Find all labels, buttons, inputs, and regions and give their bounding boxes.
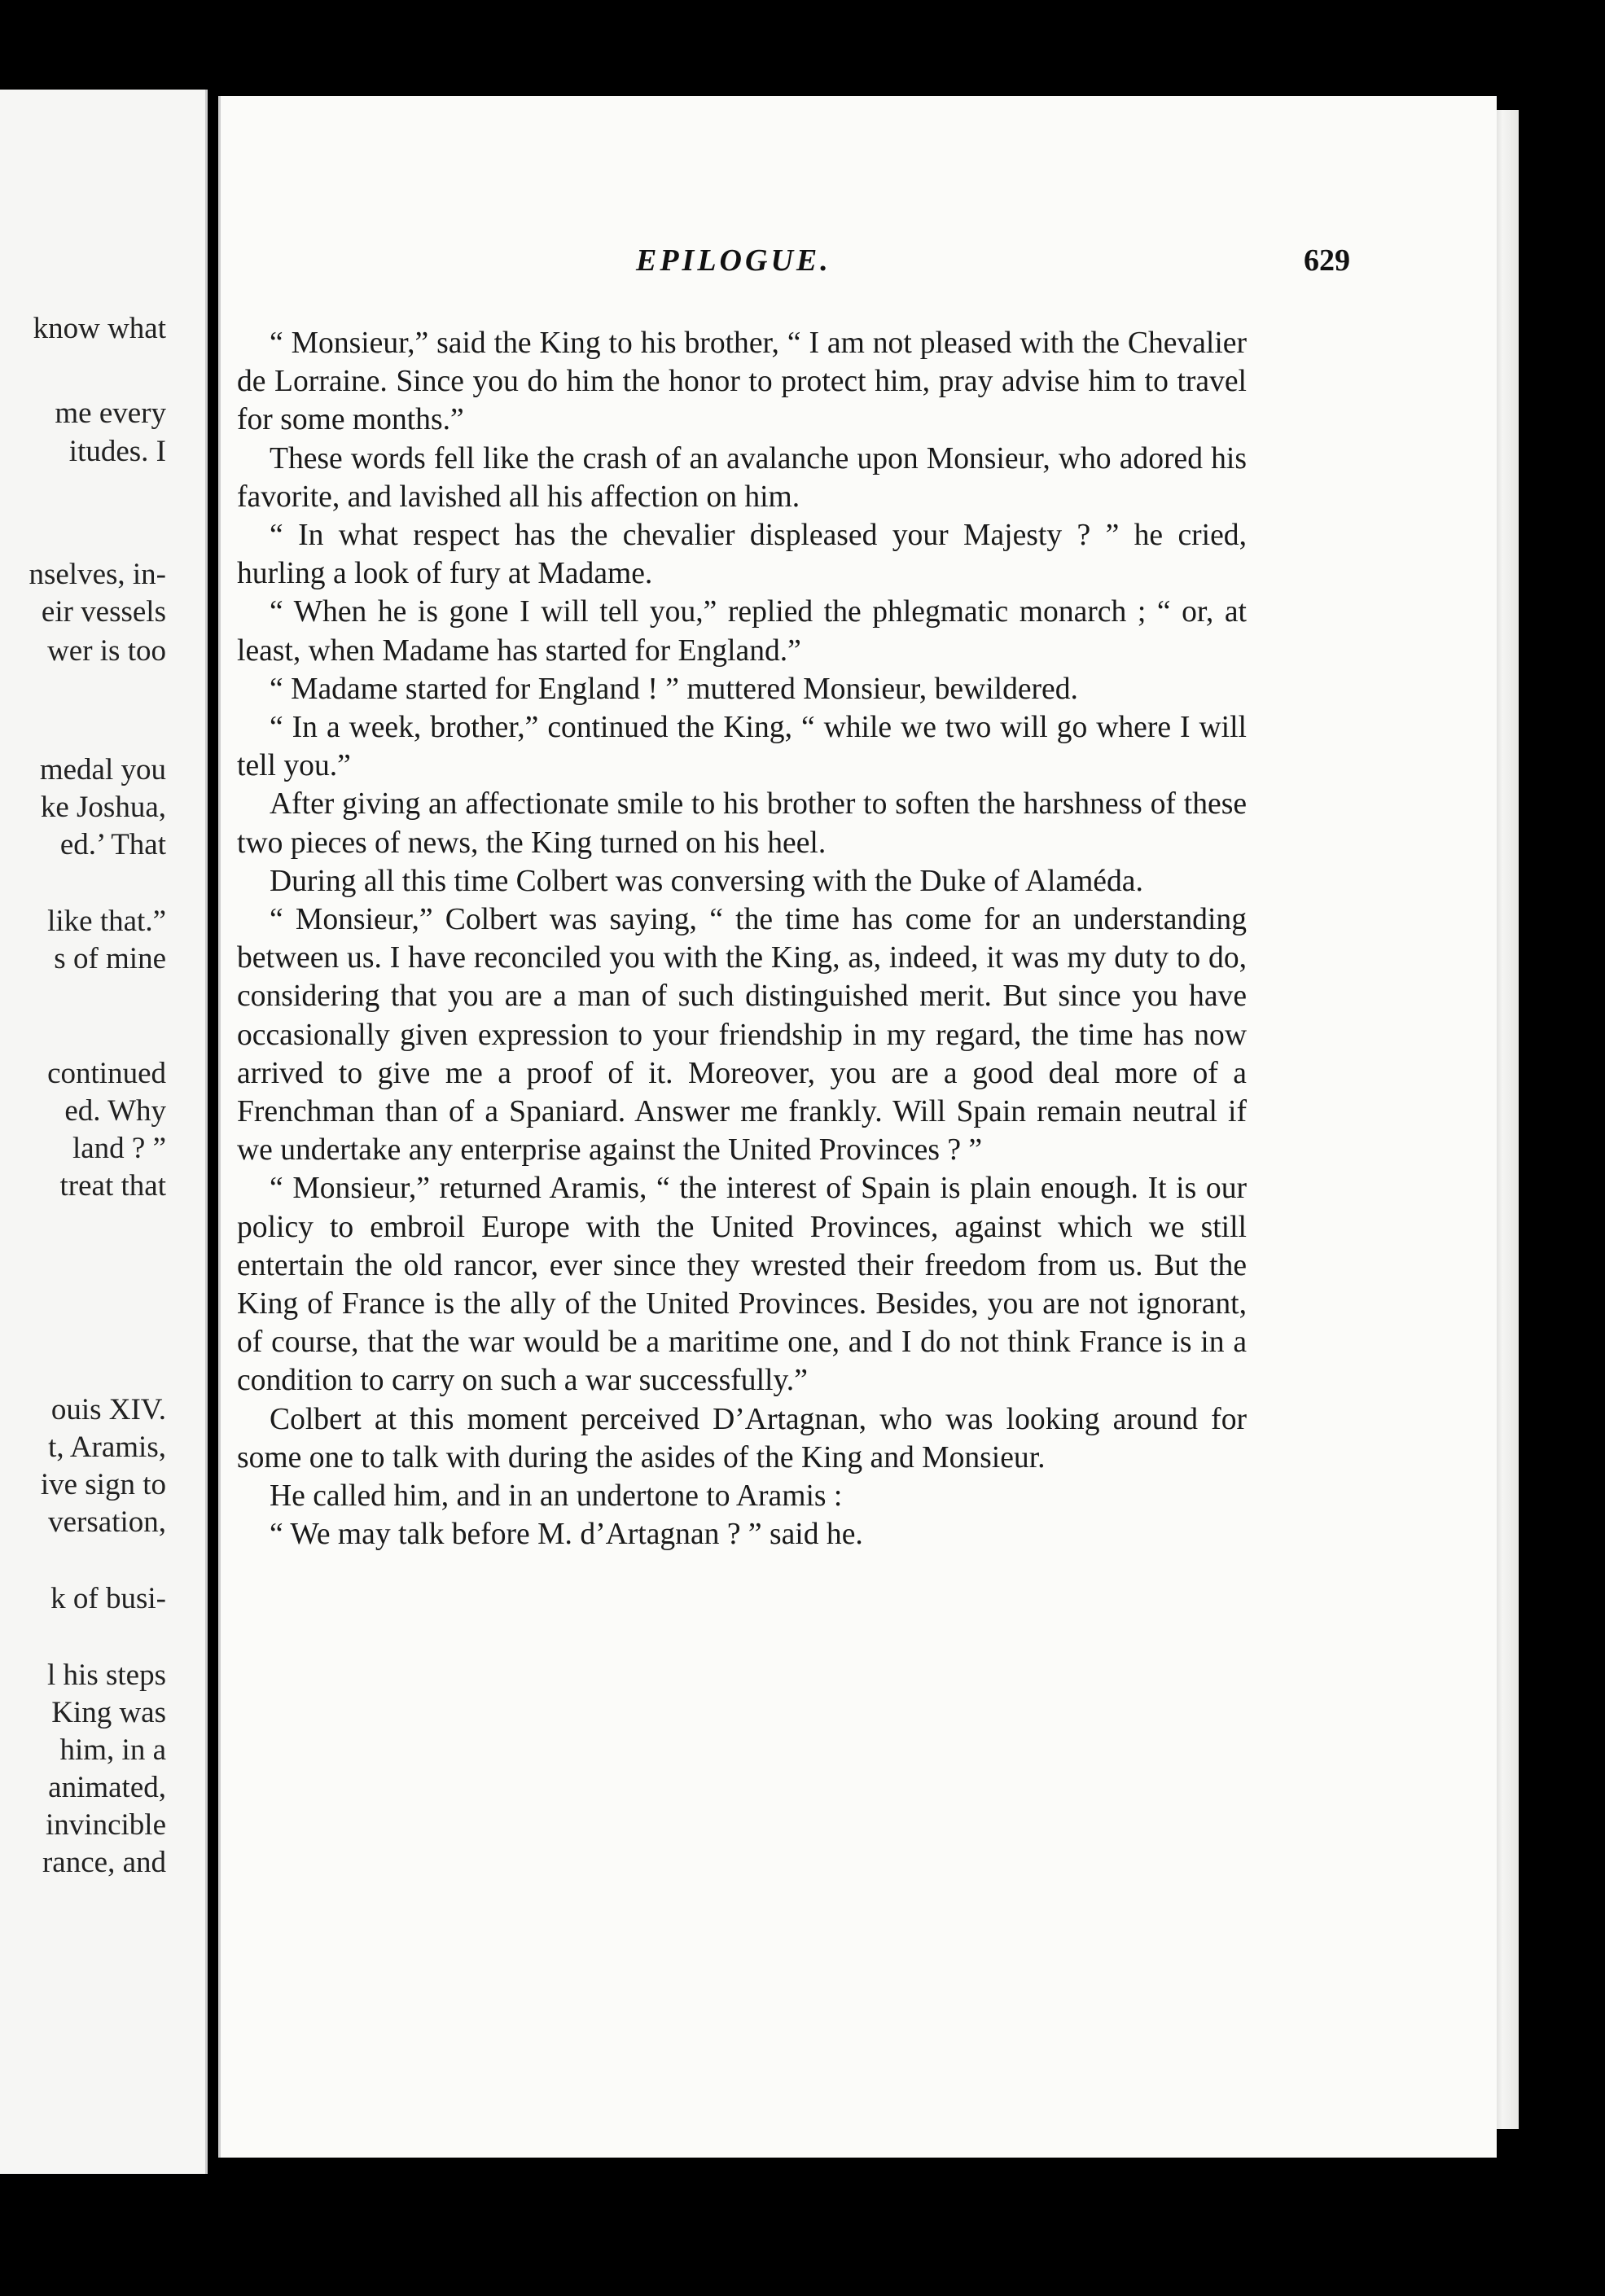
- facing-page-line: him, in a: [59, 1733, 166, 1767]
- facing-page-line: itudes. I: [68, 435, 166, 468]
- paragraph: “ Monsieur,” returned Aramis, “ the interest of Spain is plain enough. It is our policy to embroil Europe with the United Provinces, against which we still entertain the old rancor, ever since they wrested their freedom from us. But the King of France is the ally of the United Provinces. Besides, you are not ignorant, of course, that the war would be a maritime one, and I do not think France is in a condition to carry on such a war successfully.”: [237, 1172, 1247, 1398]
- facing-page-line: land ? ”: [72, 1132, 166, 1165]
- page-number: 629: [1304, 243, 1350, 278]
- paragraph: These words fell like the crash of an avalanche upon Monsieur, who adored his favorite, and lavished all his affection on him.: [237, 441, 1247, 514]
- paragraph: He called him, and in an undertone to Aramis :: [270, 1479, 843, 1514]
- paragraph: “ In what respect has the chevalier displeased your Majesty ? ” he cried, hurling a look of fury at Madame.: [237, 519, 1247, 591]
- facing-page-line: ouis XIV.: [50, 1393, 166, 1426]
- page-header: [221, 243, 1497, 283]
- facing-page-line: animated,: [48, 1771, 166, 1804]
- running-title: EPILOGUE.: [636, 243, 831, 278]
- book-page: [218, 96, 1497, 2158]
- facing-page-line: ed. Why: [64, 1094, 166, 1128]
- facing-page-line: invincible: [46, 1808, 166, 1842]
- paragraph: “ In a week, brother,” continued the King, “ while we two will go where I will tell you.”: [237, 711, 1247, 783]
- facing-page-line: s of mine: [54, 942, 166, 975]
- facing-page-line: t, Aramis,: [48, 1431, 166, 1464]
- paragraph: During all this time Colbert was conversing with the Duke of Alaméda.: [270, 864, 1143, 898]
- page-body: [237, 324, 1247, 1554]
- facing-page-line: King was: [51, 1696, 166, 1729]
- paragraph: “ We may talk before M. d’Artagnan ? ” said he.: [270, 1518, 863, 1552]
- facing-page-line: medal you: [39, 753, 166, 787]
- facing-page-line: continued: [47, 1057, 166, 1090]
- facing-page-line: ive sign to: [40, 1468, 166, 1501]
- facing-page-line: versation,: [48, 1505, 166, 1539]
- facing-page-line: ed.’ That: [59, 828, 166, 861]
- facing-page: [0, 90, 208, 2174]
- facing-page-line: nselves, in-: [29, 558, 166, 591]
- facing-page-line: ke Joshua,: [40, 791, 166, 824]
- facing-page-line: me every: [55, 397, 166, 430]
- paragraph: “ When he is gone I will tell you,” replied the phlegmatic monarch ; “ or, at least, when Madame has started for England.”: [237, 595, 1247, 668]
- facing-page-line: l his steps: [47, 1658, 166, 1692]
- paragraph: “ Monsieur,” said the King to his brother, “ I am not pleased with the Chevalier de Lorraine. Since you do him the honor to protect him, pray advise him to travel for some months.”: [237, 326, 1247, 437]
- paragraph: “ Madame started for England ! ” muttered Monsieur, bewildered.: [270, 672, 1078, 706]
- facing-page-line: treat that: [59, 1169, 166, 1203]
- facing-page-line: k of busi-: [50, 1582, 166, 1615]
- facing-page-line: wer is too: [47, 634, 166, 668]
- paragraph: “ Monsieur,” Colbert was saying, “ the time has come for an understanding between us. I have reconciled you with the King, as, indeed, it was my duty to do, considering that you are a man of such distinguished merit. But since you have occasionally given expression to your friendship in my regard, the time has now arrived to give me a proof of it. Moreover, you are a good deal more of a Frenchman than of a Spaniard. Answer me frankly. Will Spain remain neutral if we undertake any enterprise against the United Provinces ? ”: [237, 903, 1247, 1168]
- paragraph: After giving an affectionate smile to his brother to soften the harshness of these two pieces of news, the King turned on his heel.: [237, 787, 1247, 860]
- facing-page-line: rance, and: [42, 1846, 166, 1879]
- facing-page-line: know what: [33, 312, 166, 345]
- facing-page-line: eir vessels: [41, 595, 166, 629]
- paragraph: Colbert at this moment perceived D’Artagnan, who was looking around for some one to talk with during the asides of the King and Monsieur.: [237, 1402, 1247, 1474]
- facing-page-line: like that.”: [47, 905, 166, 938]
